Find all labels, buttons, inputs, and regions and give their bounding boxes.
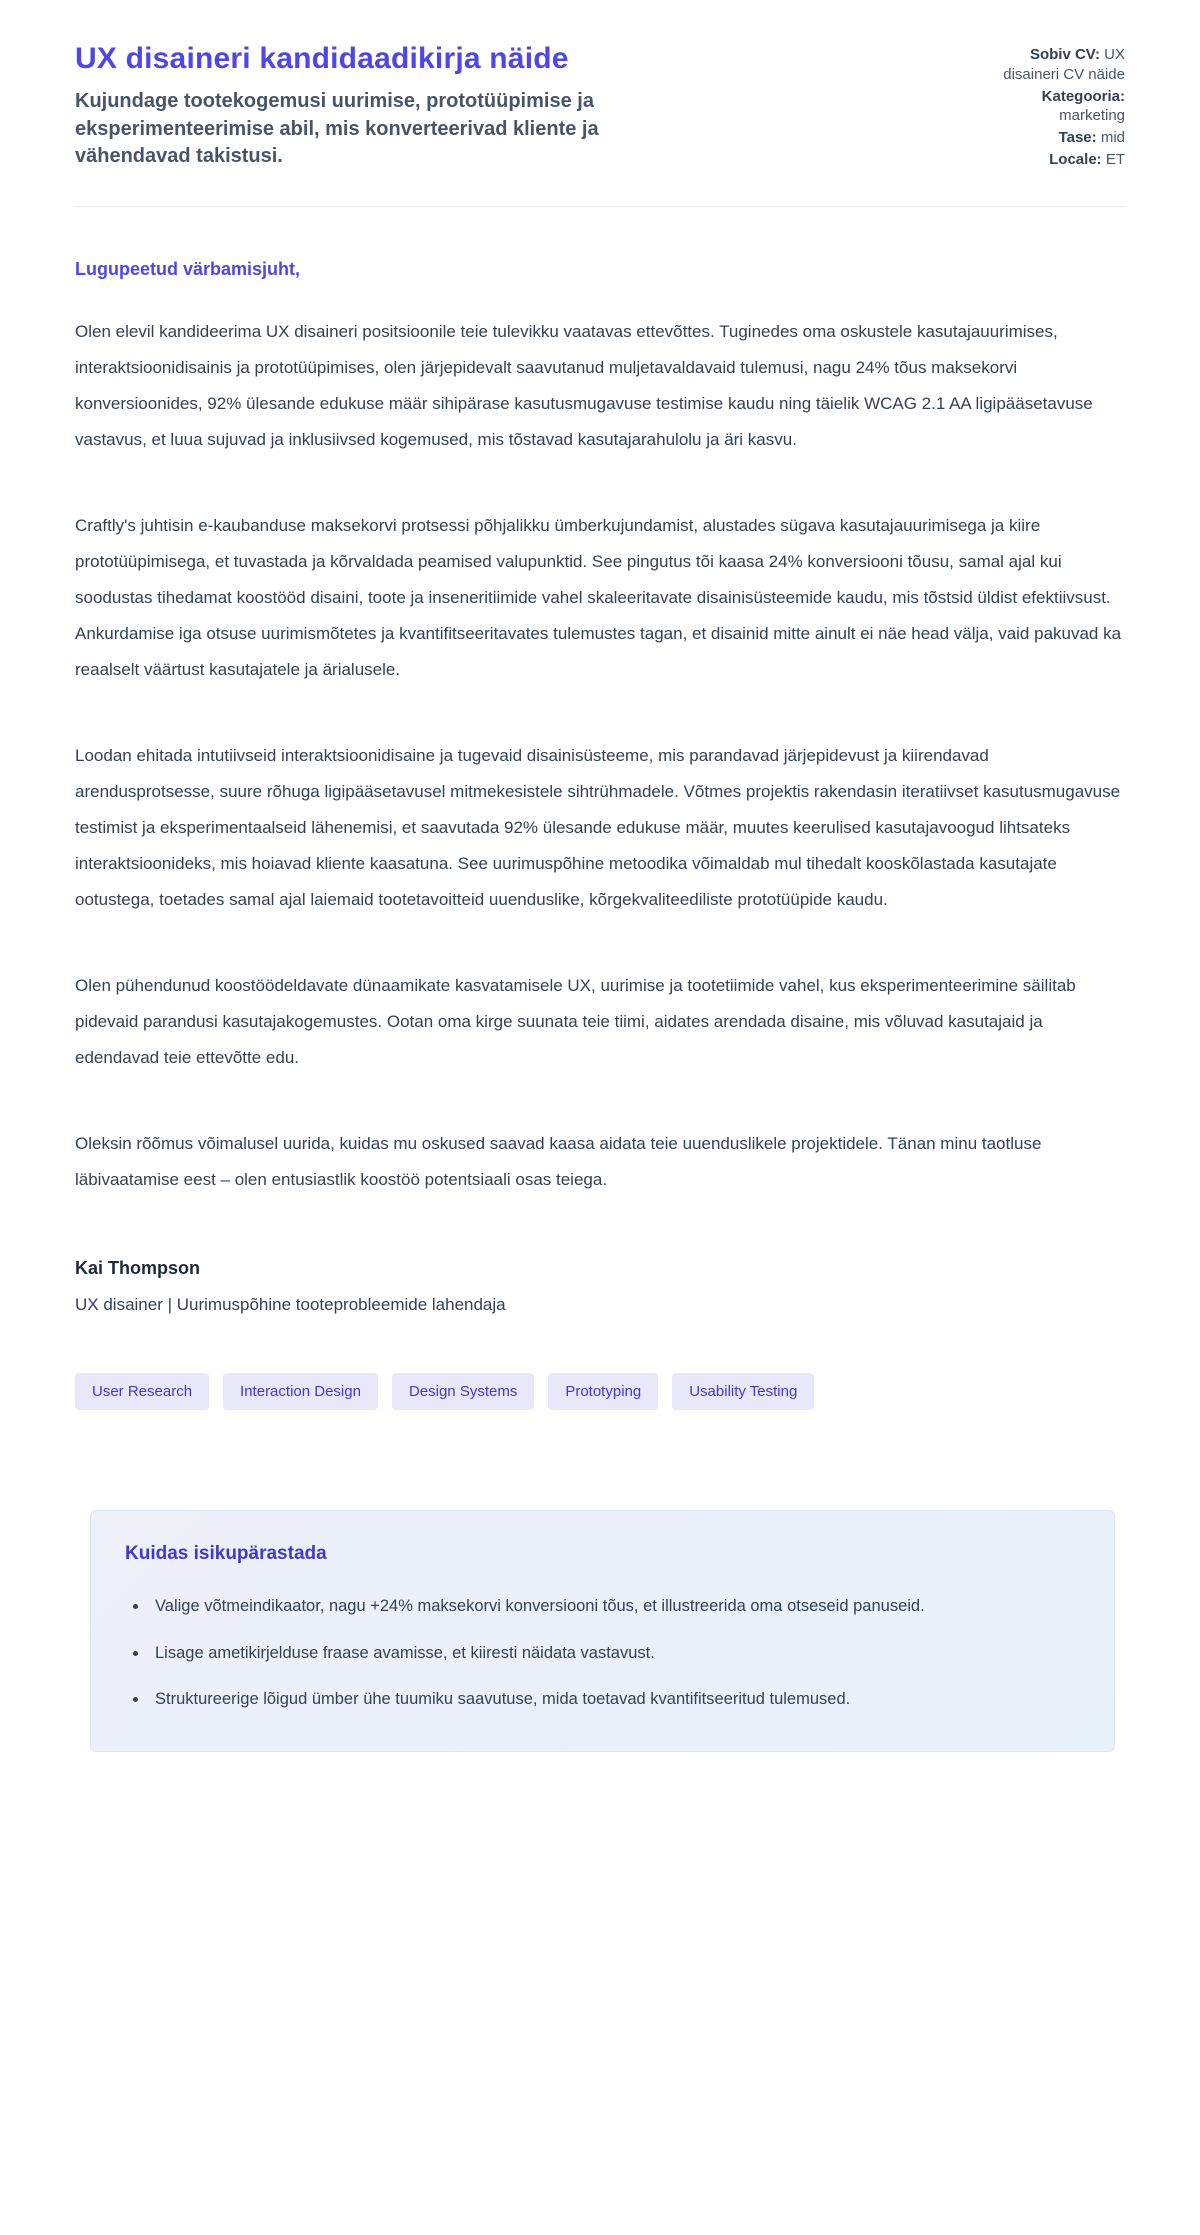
signature-block [75, 1258, 1125, 1315]
meta-matching-cv-value: UX disaineri CV näide [1003, 46, 1125, 83]
letter-body [75, 259, 1125, 1752]
meta-locale [975, 150, 1125, 170]
meta-level [975, 128, 1125, 148]
letter-paragraph-4: Olen pühendunud koostöödeldavate dünaamikate kasvatamisele UX, uurimise ja tootetiimide vahel, kus eksperimenteerimine säilitab pidevaid parandusi kasutajakogemustes. Ootan oma kirge suunata teie tiimi, aidates arendada disaine, mis võluvad kasutajaid ja edendavad teie ettevõtte edu. [75, 976, 1076, 1068]
page-subtitle: Kujundage tootekogemusi uurimise, prototüüpimise ja eksperimenteerimise abil, mis konverteerivad kliente ja vähendavad takistusi. [75, 90, 599, 168]
personalization-tip-1: • Valige võtmeindikaator, nagu +24% maksekorvi konversiooni tõus, et illustreerida oma otseseid panuseid. [149, 1591, 1080, 1622]
skill-tag-user-research: User Research [75, 1373, 209, 1410]
skill-tags [75, 1373, 1125, 1410]
letter-paragraph-2: Craftly's juhtisin e-kaubanduse maksekorvi protsessi põhjalikku ümberkujundamist, alustades sügava kasutajauurimisega ja kiire prototüüpimisega, et tuvastada ja kõrvaldada peamised valupunktid. See pingutus tõi kaasa 24% konversiooni tõusu, samal ajal kui soodustas tihedamat koostööd disaini, toote ja inseneritiimide vahel skaleeritavate disainisüsteemide kaudu, mis tõstsid üldist efektiivsust. Ankurdamise iga otsuse uurimismõtetes ja kvantifitseeritavates tulemustes tagan, et disainid mitte ainult ei näe head välja, vaid pakuvad ka reaalselt väärtust kasutajatele ja ärialusele. [75, 515, 1122, 680]
page-header [75, 42, 1125, 172]
personalization-tip-2: • Lisage ametikirjelduse fraase avamisse, et kiiresti näidata vastavust. [149, 1638, 1080, 1669]
personalization-list [125, 1591, 1080, 1715]
skill-tag-prototyping: Prototyping [548, 1373, 658, 1410]
letter-paragraph-1: Olen elevil kandideerima UX disaineri positsioonile teie tulevikku vaatavas ettevõttes. Tuginedes oma oskustele kasutajauurimises, interaktsioonidisainis ja prototüüpimises, olen järjepidevalt saavutanud muljetavaldavaid tulemusi, nagu 24% tõus maksekorvi konversioonides, 92% ülesande edukuse määr sihipärase kasutusmugavuse testimise kaudu ning täielik WCAG 2.1 AA ligipääsetavuse vastavus, et luua sujuvad ja inklusiivsed kogemused, mis tõstavad kasutajarahulolu ja äri kasvu. [75, 321, 1093, 449]
meta-category [975, 87, 1125, 127]
signature-title: UX disainer | Uurimuspõhine tooteprobleemide lahendaja [75, 1295, 506, 1315]
meta-matching-cv [975, 45, 1125, 85]
personalization-heading: Kuidas isikupärastada [125, 1543, 327, 1565]
meta-locale-value: ET [1105, 150, 1125, 168]
meta-locale-label: Locale: [1049, 150, 1102, 168]
header-title-block [75, 42, 935, 171]
greeting: Lugupeetud värbamisjuht, [75, 258, 301, 279]
meta-matching-cv-label: Sobiv CV: [1029, 46, 1100, 63]
meta-category-value: marketing [1059, 107, 1125, 125]
meta-panel [975, 42, 1125, 172]
letter-paragraph-5: Oleksin rõõmus võimalusel uurida, kuidas mu oskused saavad kaasa aidata teie uuenduslikele projektidele. Tänan minu taotluse läbivaatamise eest – olen entusiastlik koostöö potentsiaali osas teiega. [75, 1134, 1042, 1190]
skill-tag-interaction-design: Interaction Design [223, 1373, 378, 1410]
meta-level-value: mid [1100, 129, 1125, 147]
letter-paragraph-3: Loodan ehitada intutiivseid interaktsioonidisaine ja tugevaid disainisüsteeme, mis parandavad järjepidevust ja kiirendavad arendusprotsesse, suure rõhuga ligipääsetavusel mitmekesistele sihtrühmadele. Võtmes projektis rakendasin iteratiivset kasutusmugavuse testimist ja eksperimentaalseid lähenemisi, et saavutada 92% ülesande edukuse määr, muutes keerulised kasutajavoogud lihtsateks interaktsioonideks, mis hoiavad kliente kaasatuna. See uurimuspõhine metoodika võimaldab mul tihedalt kooskõlastada kasutajate ootustega, toetades samal ajal laiemaid tootetavoitteid uuenduslike, kõrgekvaliteediliste prototüüpide kaudu. [75, 746, 1121, 910]
skill-tag-design-systems: Design Systems [392, 1373, 534, 1410]
skill-tag-usability-testing: Usability Testing [672, 1373, 814, 1410]
personalization-tip-3: • Struktureerige lõigud ümber ühe tuumiku saavutuse, mida toetavad kvantifitseeritud tulemused. [149, 1684, 1080, 1715]
meta-level-label: Tase: [1058, 129, 1097, 147]
signature-name: Kai Thompson [75, 1258, 200, 1279]
meta-category-label: Kategooria: [1041, 87, 1125, 105]
page-title: UX disaineri kandidaadikirja näide [75, 42, 569, 75]
personalization-tips-box [90, 1510, 1115, 1752]
header-divider [75, 206, 1125, 207]
